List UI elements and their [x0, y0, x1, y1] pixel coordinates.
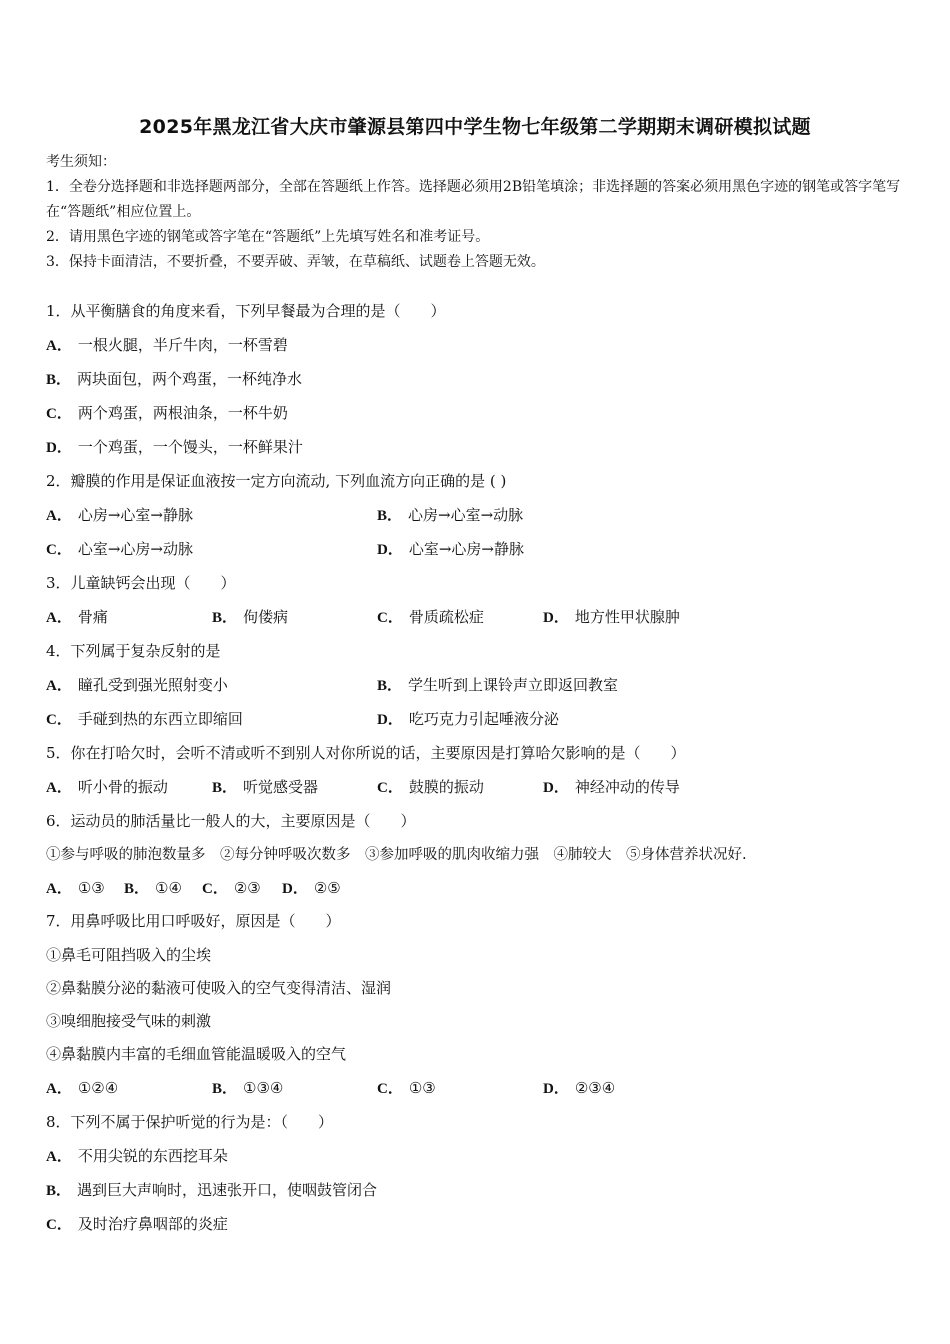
question-8-stem: 8．下列不属于保护听觉的行为是：（ ）: [46, 1113, 334, 1131]
q5-option-b: B． 听觉感受器: [212, 778, 319, 796]
q3-option-d: D． 地方性甲状腺肿: [543, 608, 680, 626]
q6-option-b: B． ①④: [124, 879, 182, 897]
question-5-stem: 5．你在打哈欠时，会听不清或听不到别人对你所说的话，主要原因是打算哈欠影响的是（ ）: [46, 744, 686, 762]
question-6-stem: 6．运动员的肺活量比一般人的大，主要原因是（ ）: [46, 812, 416, 830]
question-2-stem: 2．瓣膜的作用是保证血液按一定方向流动, 下列血流方向正确的是 ( ): [46, 472, 507, 490]
q1-option-b: B． 两块面包，两个鸡蛋，一杯纯净水: [46, 370, 303, 388]
q3-option-c: C． 骨质疏松症: [377, 608, 484, 626]
q2-option-a: A． 心房→心室→静脉: [46, 506, 193, 524]
q1-option-a: A． 一根火腿，半斤牛肉，一杯雪碧: [46, 336, 288, 354]
q7-statement-1: ①鼻毛可阻挡吸入的尘埃: [46, 946, 212, 964]
q2-option-c: C． 心室→心房→动脉: [46, 540, 193, 558]
notice-item-1: 1．全卷分选择题和非选择题两部分，全部在答题纸上作答。选择题必须用2B铅笔填涂；非选择题的答案必须用黑色字迹的钢笔或答字笔写在“答题纸”相应位置上。: [46, 179, 901, 220]
question-4-stem: 4．下列属于复杂反射的是: [46, 642, 221, 660]
q2-option-d: D． 心室→心房→静脉: [377, 540, 524, 558]
question-1-stem: 1．从平衡膳食的角度来看，下列早餐最为合理的是（ ）: [46, 302, 446, 320]
q1-option-c: C． 两个鸡蛋，两根油条，一杯牛奶: [46, 404, 288, 422]
q3-option-a: A． 骨痛: [46, 608, 108, 626]
question-7-stem: 7．用鼻呼吸比用口呼吸好，原因是（ ）: [46, 912, 341, 930]
q5-option-a: A． 听小骨的振动: [46, 778, 168, 796]
q4-option-c: C． 手碰到热的东西立即缩回: [46, 710, 243, 728]
q2-option-b: B． 心房→心室→动脉: [377, 506, 524, 524]
q7-option-d: D． ②③④: [543, 1079, 616, 1097]
q1-option-d: D． 一个鸡蛋，一个馒头，一杯鲜果汁: [46, 438, 303, 456]
q6-option-c: C． ②③: [202, 879, 261, 897]
q7-statement-3: ③嗅细胞接受气味的刺激: [46, 1012, 212, 1030]
q7-statement-4: ④鼻黏膜内丰富的毛细血管能温暖吸入的空气: [46, 1045, 347, 1063]
q5-option-c: C． 鼓膜的振动: [377, 778, 484, 796]
q7-statement-2: ②鼻黏膜分泌的黏液可使吸入的空气变得清洁、湿润: [46, 979, 392, 997]
q4-option-b: B． 学生听到上课铃声立即返回教室: [377, 676, 619, 694]
notice-heading: 考生须知：: [46, 154, 116, 170]
q8-option-a: A． 不用尖锐的东西挖耳朵: [46, 1147, 228, 1165]
question-6-statements: ①参与呼吸的肺泡数量多 ②每分钟呼吸次数多 ③参加呼吸的肌肉收缩力强 ④肺较大 ⑤身体营养状况好.: [46, 847, 747, 863]
q7-option-a: A． ①②④: [46, 1079, 119, 1097]
q4-option-a: A． 瞳孔受到强光照射变小: [46, 676, 228, 694]
q8-option-b: B． 遇到巨大声响时，迅速张开口，使咽鼓管闭合: [46, 1181, 378, 1199]
q7-option-b: B． ①③④: [212, 1079, 284, 1097]
q6-option-d: D． ②⑤: [282, 879, 341, 897]
q6-option-a: A． ①③: [46, 879, 105, 897]
q8-option-c: C． 及时治疗鼻咽部的炎症: [46, 1215, 228, 1233]
q4-option-d: D． 吃巧克力引起唾液分泌: [377, 710, 559, 728]
notice-item-3: 3．保持卡面清洁，不要折叠，不要弄破、弄皱，在草稿纸、试题卷上答题无效。: [46, 254, 545, 270]
q7-option-c: C． ①③: [377, 1079, 436, 1097]
q3-option-b: B． 佝偻病: [212, 608, 289, 626]
notice-item-2: 2．请用黑色字迹的钢笔或答字笔在“答题纸”上先填写姓名和准考证号。: [46, 229, 490, 245]
page-title: 2025年黑龙江省大庆市肇源县第四中学生物七年级第二学期期末调研模拟试题: [139, 116, 811, 138]
q5-option-d: D． 神经冲动的传导: [543, 778, 680, 796]
question-3-stem: 3．儿童缺钙会出现（ ）: [46, 574, 236, 592]
